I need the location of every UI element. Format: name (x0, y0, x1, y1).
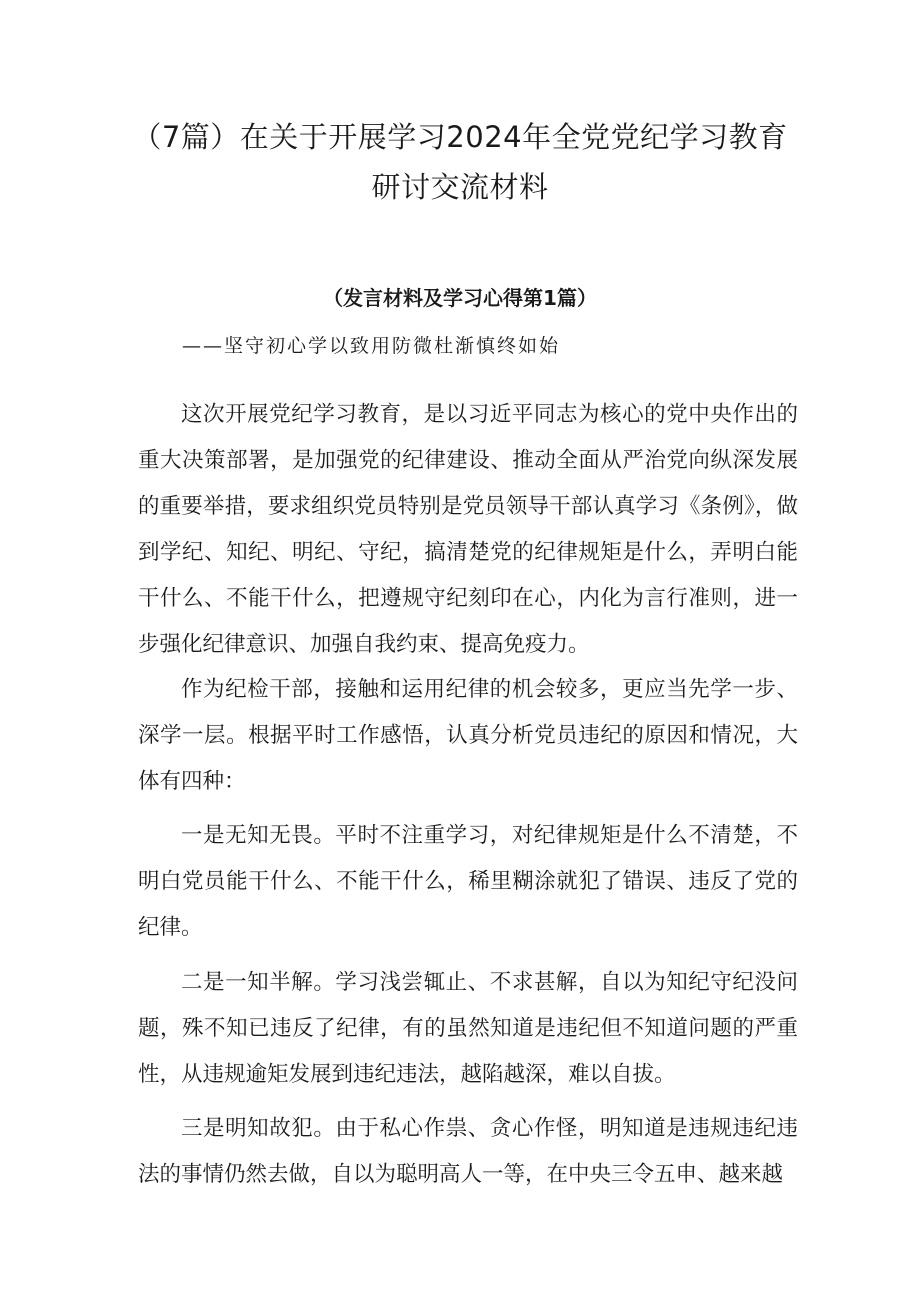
paragraph-1: 这次开展党纪学习教育，是以习近平同志为核心的党中央作出的重大决策部署，是加强党的纪律建设、推动全面从严治党向纵深发展的重要举措，要求组织党员特别是党员领导干部认真学习《条例》，做到学纪、知纪、明纪、守纪，搞清楚党的纪律规矩是什么，弄明白能干什么、不能干什么，把遵规守纪刻印在心，内化为言行准则，进一步强化纪律意识、加强自我约束、提高免疫力。 (138, 402, 798, 657)
document-title-line1: （7篇）在关于开展学习2024年全党党纪学习教育 (132, 120, 788, 154)
paragraph-5: 三是明知故犯。由于私心作祟、贪心作怪，明知道是违规违纪违法的事情仍然去做，自以为聪明高人一等，在中央三令五申、越来越 (138, 1116, 798, 1187)
paragraph-4: 二是一知半解。学习浅尝辄止、不求甚解，自以为知纪守纪没问题，殊不知已违反了纪律，有的虽然知道是违纪但不知道问题的严重性，从违规逾矩发展到违纪违法，越陷越深，难以自拔。 (138, 970, 798, 1087)
section-subtitle: （发言材料及学习心得第1篇） (323, 286, 597, 310)
document-title-line2: 研讨交流材料 (371, 170, 549, 204)
section-heading: ——坚守初心学以致用防微杜渐慎终如始 (182, 335, 561, 357)
paragraph-2: 作为纪检干部，接触和运用纪律的机会较多，更应当先学一步、深学一层。根据平时工作感悟，认真分析党员违纪的原因和情况，大体有四种： (138, 677, 798, 794)
paragraph-3: 一是无知无畏。平时不注重学习，对纪律规矩是什么不清楚，不明白党员能干什么、不能干什么，稀里糊涂就犯了错误、违反了党的纪律。 (138, 823, 798, 940)
